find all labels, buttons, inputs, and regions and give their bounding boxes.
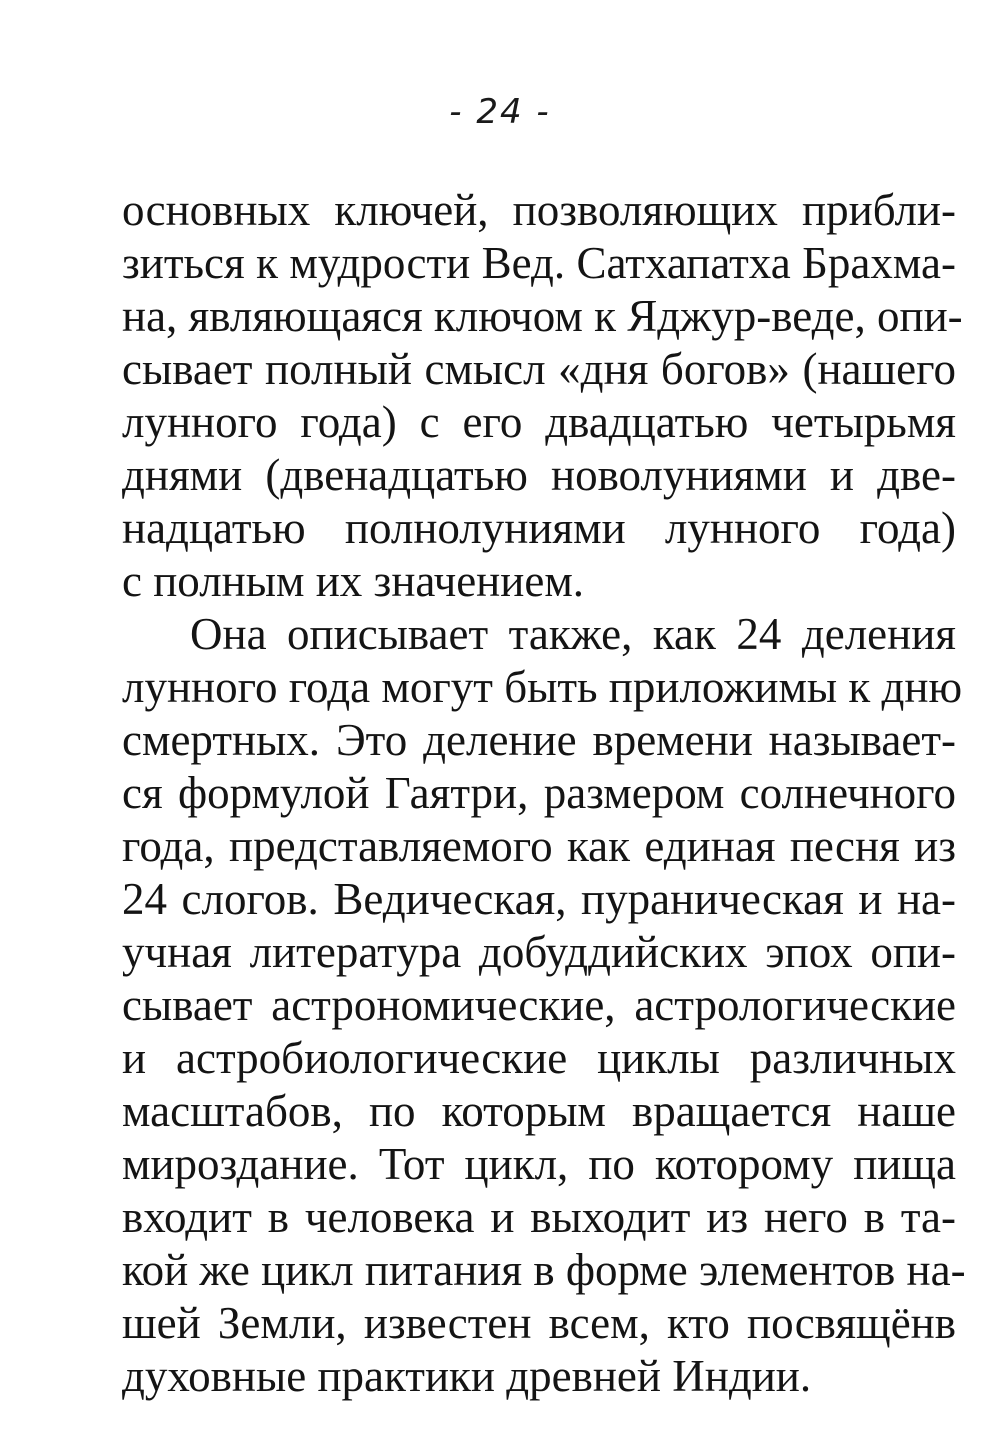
text-line: днями (двенадцатью новолуниями и две- (122, 450, 956, 500)
text-line: масштабов, по которым вращается наше (122, 1086, 956, 1136)
text-line: и астробиологические циклы различных (122, 1033, 956, 1083)
text-line: сывает астрономические, астрологические (122, 980, 956, 1030)
paragraph-1 (122, 184, 963, 608)
text-line: сывает полный смысл «дня богов» (нашего (122, 344, 956, 394)
paragraph-2 (122, 608, 966, 1403)
text-line: 24 слогов. Ведическая, пураническая и на- (122, 874, 956, 924)
text-line: входит в человека и выходит из него в та- (122, 1192, 956, 1242)
text-line: с полным их значением. (122, 556, 585, 606)
text-line: года, представляемого как единая песня из (122, 821, 956, 871)
text-line: духовные практики древней Индии. (122, 1351, 812, 1401)
text-line: Она описывает также, как 24 деления (190, 609, 956, 659)
text-line: ся формулой Гаятри, размером солнечного (122, 768, 956, 818)
text-line: основных ключей, позволяющих прибли- (122, 185, 956, 235)
text-line: шей Земли, известен всем, кто посвящёнв (122, 1298, 956, 1348)
text-line: надцатью полнолуниями лунного года) (122, 503, 956, 553)
text-line: лунного года могут быть приложимы к дню (122, 662, 963, 712)
text-line: зиться к мудрости Вед. Сатхапатха Брахма- (122, 238, 956, 288)
text-line: лунного года) с его двадцатью четырьмя (122, 397, 956, 447)
text-line: учная литература добуддийских эпох опи- (122, 927, 956, 977)
text-line: мироздание. Тот цикл, по которому пища (122, 1139, 956, 1189)
page-number: - 24 - (449, 92, 551, 132)
text-line: на, являющаяся ключом к Яджур-веде, опи- (122, 291, 963, 341)
text-line: кой же цикл питания в форме элементов на- (122, 1245, 966, 1295)
text-line: смертных. Это деление времени называет- (122, 715, 956, 765)
